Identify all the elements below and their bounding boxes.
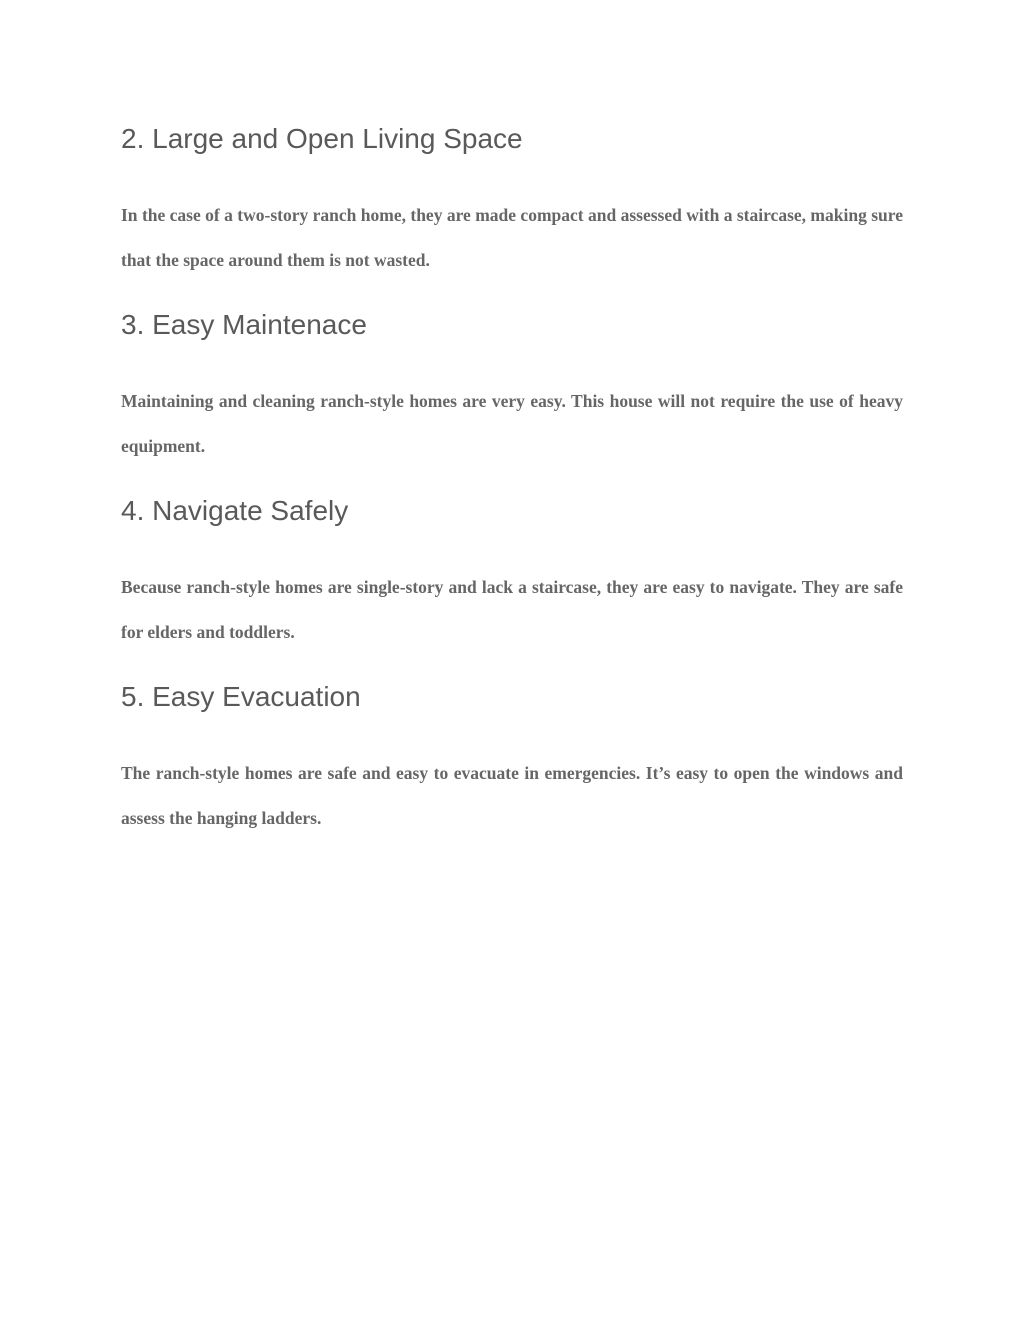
section-navigate-safely: [121, 490, 903, 655]
section-easy-maintenance: [121, 304, 903, 469]
section-heading: 5. Easy Evacuation: [121, 681, 361, 712]
section-easy-evacuation: [121, 676, 903, 841]
document-page: [121, 118, 903, 862]
section-large-open-living-space: [121, 118, 903, 283]
section-paragraph: In the case of a two-story ranch home, they are made compact and assessed with a staircase, making sure that the space around them is not wasted.: [121, 205, 903, 270]
section-paragraph: The ranch-style homes are safe and easy to evacuate in emergencies. It’s easy to open the windows and assess the hanging ladders.: [121, 763, 903, 828]
section-heading: 3. Easy Maintenace: [121, 309, 367, 340]
section-paragraph: Because ranch-style homes are single-story and lack a staircase, they are easy to navigate. They are safe for elders and toddlers.: [121, 577, 903, 642]
section-heading: 4. Navigate Safely: [121, 495, 349, 526]
section-paragraph: Maintaining and cleaning ranch-style homes are very easy. This house will not require the use of heavy equipment.: [121, 391, 903, 456]
section-heading: 2. Large and Open Living Space: [121, 123, 523, 154]
